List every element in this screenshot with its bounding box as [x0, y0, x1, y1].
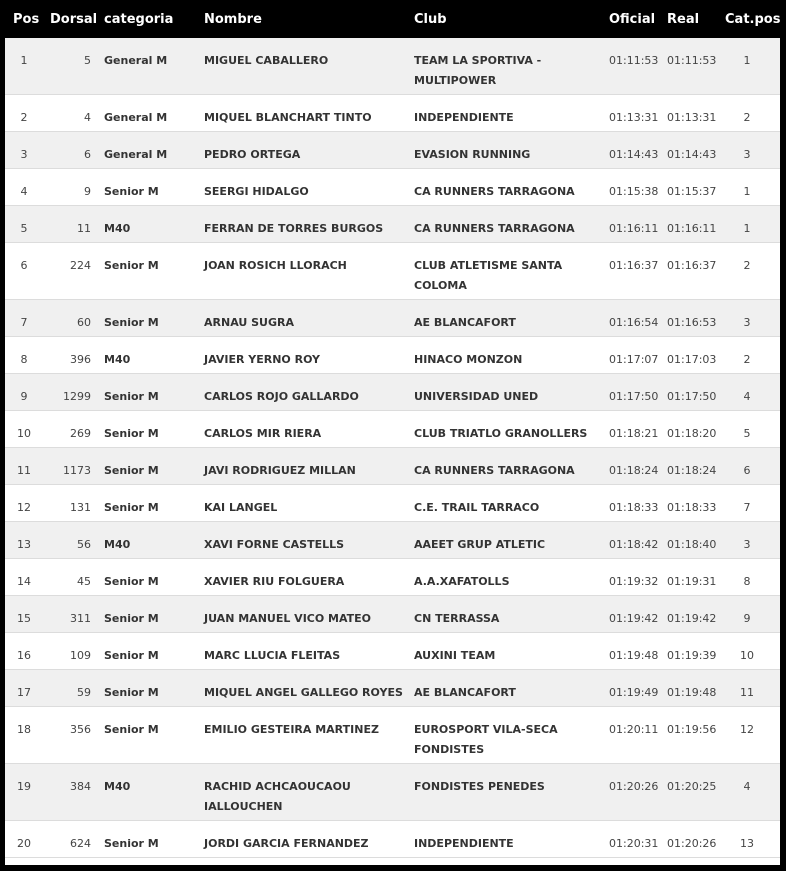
cell-dorsal: 384 — [70, 780, 91, 793]
cell-club: CA RUNNERS TARRAGONA — [414, 464, 575, 477]
cell-real: 01:16:37 — [667, 259, 717, 272]
cell-real: 01:17:50 — [667, 390, 717, 403]
cell-dorsal: 6 — [84, 148, 91, 161]
header-catpos: Cat.pos — [725, 12, 781, 27]
cell-oficial: 01:17:50 — [609, 390, 659, 403]
cell-categoria: Senior M — [104, 649, 159, 662]
cell-real: 01:18:20 — [667, 427, 717, 440]
cell-nombre: EMILIO GESTEIRA MARTINEZ — [204, 723, 379, 736]
cell-pos: 14 — [17, 575, 31, 588]
cell-dorsal: 59 — [77, 686, 91, 699]
cell-dorsal: 4 — [84, 111, 91, 124]
cell-nombre: CARLOS ROJO GALLARDO — [204, 390, 359, 403]
cell-nombre: MIQUEL BLANCHART TINTO — [204, 111, 372, 124]
cell-oficial: 01:20:26 — [609, 780, 659, 793]
cell-catpos: 7 — [743, 501, 751, 514]
cell-catpos: 4 — [743, 390, 751, 403]
table-row — [5, 38, 780, 95]
cell-catpos: 8 — [743, 575, 751, 588]
header-club: Club — [414, 12, 447, 27]
cell-dorsal: 1299 — [63, 390, 91, 403]
cell-categoria: Senior M — [104, 612, 159, 625]
cell-oficial: 01:18:42 — [609, 538, 659, 551]
table-row — [5, 596, 780, 633]
cell-oficial: 01:13:31 — [609, 111, 659, 124]
table-row — [5, 132, 780, 169]
cell-categoria: Senior M — [104, 464, 159, 477]
cell-categoria: Senior M — [104, 837, 159, 850]
cell-catpos: 3 — [743, 148, 751, 161]
cell-categoria: Senior M — [104, 185, 159, 198]
cell-club: AE BLANCAFORT — [414, 316, 516, 329]
cell-catpos: 3 — [743, 316, 751, 329]
table-row — [5, 374, 780, 411]
cell-club: AUXINI TEAM — [414, 649, 496, 662]
cell-pos: 7 — [20, 316, 28, 329]
cell-oficial: 01:16:54 — [609, 316, 659, 329]
cell-pos: 20 — [17, 837, 31, 850]
cell-oficial: 01:19:42 — [609, 612, 659, 625]
cell-club: AE BLANCAFORT — [414, 686, 516, 699]
cell-oficial: 01:18:24 — [609, 464, 659, 477]
cell-categoria: M40 — [104, 780, 131, 793]
cell-pos: 6 — [20, 259, 28, 272]
cell-real: 01:18:33 — [667, 501, 717, 514]
cell-catpos: 11 — [740, 686, 754, 699]
cell-nombre: MIQUEL ANGEL GALLEGO ROYES — [204, 686, 403, 699]
cell-oficial: 01:17:07 — [609, 353, 659, 366]
table-row — [5, 337, 780, 374]
cell-real: 01:18:40 — [667, 538, 717, 551]
cell-pos: 17 — [17, 686, 31, 699]
cell-oficial: 01:20:31 — [609, 837, 659, 850]
cell-pos: 12 — [17, 501, 31, 514]
cell-catpos: 2 — [743, 259, 751, 272]
cell-catpos: 4 — [743, 780, 751, 793]
cell-categoria: Senior M — [104, 390, 159, 403]
cell-catpos: 13 — [740, 837, 754, 850]
cell-catpos: 5 — [743, 427, 751, 440]
cell-nombre: XAVIER RIU FOLGUERA — [204, 575, 345, 588]
cell-pos: 11 — [17, 464, 31, 477]
cell-club: CLUB TRIATLO GRANOLLERS — [414, 427, 588, 440]
cell-club: AAEET GRUP ATLETIC — [414, 538, 546, 551]
cell-catpos: 3 — [743, 538, 751, 551]
cell-categoria: Senior M — [104, 575, 159, 588]
cell-real: 01:15:37 — [667, 185, 717, 198]
cell-club: CA RUNNERS TARRAGONA — [414, 185, 575, 198]
cell-real: 01:20:26 — [667, 837, 717, 850]
cell-real: 01:19:48 — [667, 686, 717, 699]
table-row — [5, 95, 780, 132]
cell-nombre: MARC LLUCIA FLEITAS — [204, 649, 341, 662]
cell-oficial: 01:15:38 — [609, 185, 659, 198]
cell-real: 01:11:53 — [667, 54, 717, 67]
cell-nombre: JOAN ROSICH LLORACH — [204, 259, 347, 272]
header-nombre: Nombre — [204, 12, 262, 27]
cell-real: 01:18:24 — [667, 464, 717, 477]
table-row — [5, 485, 780, 522]
cell-dorsal: 45 — [77, 575, 91, 588]
cell-pos: 19 — [17, 780, 31, 793]
table-row — [5, 707, 780, 764]
cell-catpos: 2 — [743, 353, 751, 366]
cell-pos: 5 — [20, 222, 28, 235]
cell-catpos: 10 — [740, 649, 754, 662]
table-row — [5, 448, 780, 485]
cell-pos: 1 — [20, 54, 28, 67]
table-row — [5, 206, 780, 243]
cell-dorsal: 224 — [70, 259, 91, 272]
cell-pos: 4 — [20, 185, 28, 198]
cell-club: UNIVERSIDAD UNED — [414, 390, 539, 403]
cell-club: CLUB ATLETISME SANTA COLOMA — [414, 259, 563, 292]
cell-dorsal: 109 — [70, 649, 91, 662]
table-row — [5, 522, 780, 559]
cell-real: 01:19:31 — [667, 575, 717, 588]
cell-pos: 15 — [17, 612, 31, 625]
cell-oficial: 01:14:43 — [609, 148, 659, 161]
header-dorsal: Dorsal — [50, 12, 98, 27]
cell-dorsal: 1173 — [63, 464, 91, 477]
cell-nombre: JAVI RODRIGUEZ MILLAN — [204, 464, 356, 477]
cell-nombre: PEDRO ORTEGA — [204, 148, 301, 161]
table-header — [0, 0, 786, 38]
cell-real: 01:20:25 — [667, 780, 717, 793]
cell-categoria: Senior M — [104, 501, 159, 514]
cell-real: 01:13:31 — [667, 111, 717, 124]
cell-club: TEAM LA SPORTIVA - MULTIPOWER — [414, 54, 542, 87]
cell-nombre: MIGUEL CABALLERO — [204, 54, 329, 67]
cell-oficial: 01:18:33 — [609, 501, 659, 514]
cell-categoria: M40 — [104, 353, 131, 366]
cell-oficial: 01:20:11 — [609, 723, 659, 736]
cell-nombre: XAVI FORNE CASTELLS — [204, 538, 345, 551]
cell-club: HINACO MONZON — [414, 353, 523, 366]
cell-oficial: 01:19:32 — [609, 575, 659, 588]
cell-real: 01:17:03 — [667, 353, 717, 366]
cell-categoria: Senior M — [104, 316, 159, 329]
cell-oficial: 01:18:21 — [609, 427, 659, 440]
cell-nombre: SEERGI HIDALGO — [204, 185, 309, 198]
cell-club: CA RUNNERS TARRAGONA — [414, 222, 575, 235]
cell-catpos: 1 — [743, 185, 751, 198]
cell-club: EUROSPORT VILA-SECA FONDISTES — [414, 723, 558, 756]
table-row — [5, 300, 780, 337]
cell-club: INDEPENDIENTE — [414, 111, 514, 124]
cell-pos: 3 — [20, 148, 28, 161]
cell-dorsal: 56 — [77, 538, 91, 551]
header-real: Real — [667, 12, 700, 27]
cell-club: FONDISTES PENEDES — [414, 780, 545, 793]
cell-catpos: 1 — [743, 54, 751, 67]
cell-real: 01:14:43 — [667, 148, 717, 161]
table-row — [5, 821, 780, 858]
cell-nombre: FERRAN DE TORRES BURGOS — [204, 222, 384, 235]
cell-catpos: 2 — [743, 111, 751, 124]
cell-categoria: Senior M — [104, 686, 159, 699]
cell-oficial: 01:19:49 — [609, 686, 659, 699]
cell-categoria: Senior M — [104, 259, 159, 272]
cell-categoria: M40 — [104, 222, 131, 235]
cell-nombre: JUAN MANUEL VICO MATEO — [204, 612, 372, 625]
cell-categoria: Senior M — [104, 723, 159, 736]
cell-catpos: 1 — [743, 222, 751, 235]
cell-catpos: 9 — [743, 612, 751, 625]
cell-pos: 16 — [17, 649, 31, 662]
cell-categoria: General M — [104, 111, 168, 124]
cell-club: A.A.XAFATOLLS — [414, 575, 510, 588]
cell-nombre: JAVIER YERNO ROY — [204, 353, 321, 366]
cell-categoria: General M — [104, 54, 168, 67]
cell-real: 01:16:53 — [667, 316, 717, 329]
cell-oficial: 01:11:53 — [609, 54, 659, 67]
cell-dorsal: 311 — [70, 612, 91, 625]
cell-dorsal: 131 — [70, 501, 91, 514]
table-row — [5, 670, 780, 707]
cell-dorsal: 9 — [84, 185, 91, 198]
header-oficial: Oficial — [609, 12, 656, 27]
table-row — [5, 559, 780, 596]
cell-pos: 10 — [17, 427, 31, 440]
cell-club: CN TERRASSA — [414, 612, 500, 625]
cell-dorsal: 60 — [77, 316, 91, 329]
results-table — [5, 38, 780, 865]
table-row — [5, 243, 780, 300]
table-row — [5, 764, 780, 821]
cell-nombre: CARLOS MIR RIERA — [204, 427, 322, 440]
cell-real: 01:19:39 — [667, 649, 717, 662]
cell-categoria: Senior M — [104, 427, 159, 440]
cell-club: EVASION RUNNING — [414, 148, 531, 161]
header-pos: Pos — [13, 12, 40, 27]
cell-catpos: 6 — [743, 464, 751, 477]
cell-dorsal: 269 — [70, 427, 91, 440]
cell-pos: 8 — [20, 353, 28, 366]
header-categoria: categoria — [104, 12, 174, 27]
cell-dorsal: 11 — [77, 222, 91, 235]
cell-pos: 2 — [20, 111, 28, 124]
cell-pos: 13 — [17, 538, 31, 551]
cell-categoria: M40 — [104, 538, 131, 551]
cell-dorsal: 624 — [70, 837, 91, 850]
cell-dorsal: 5 — [84, 54, 91, 67]
cell-real: 01:19:42 — [667, 612, 717, 625]
cell-dorsal: 396 — [70, 353, 91, 366]
cell-nombre: ARNAU SUGRA — [204, 316, 294, 329]
cell-pos: 18 — [17, 723, 31, 736]
cell-club: INDEPENDIENTE — [414, 837, 514, 850]
cell-oficial: 01:19:48 — [609, 649, 659, 662]
cell-oficial: 01:16:11 — [609, 222, 659, 235]
cell-oficial: 01:16:37 — [609, 259, 659, 272]
table-row — [5, 633, 780, 670]
table-row — [5, 411, 780, 448]
cell-nombre: KAI LANGEL — [204, 501, 278, 514]
cell-nombre: JORDI GARCIA FERNANDEZ — [204, 837, 369, 850]
cell-club: C.E. TRAIL TARRACO — [414, 501, 540, 514]
cell-pos: 9 — [20, 390, 28, 403]
cell-real: 01:19:56 — [667, 723, 717, 736]
cell-real: 01:16:11 — [667, 222, 717, 235]
cell-nombre: RACHID ACHCAOUCAOU IALLOUCHEN — [204, 780, 351, 813]
cell-dorsal: 356 — [70, 723, 91, 736]
cell-categoria: General M — [104, 148, 168, 161]
cell-catpos: 12 — [740, 723, 754, 736]
table-row — [5, 169, 780, 206]
